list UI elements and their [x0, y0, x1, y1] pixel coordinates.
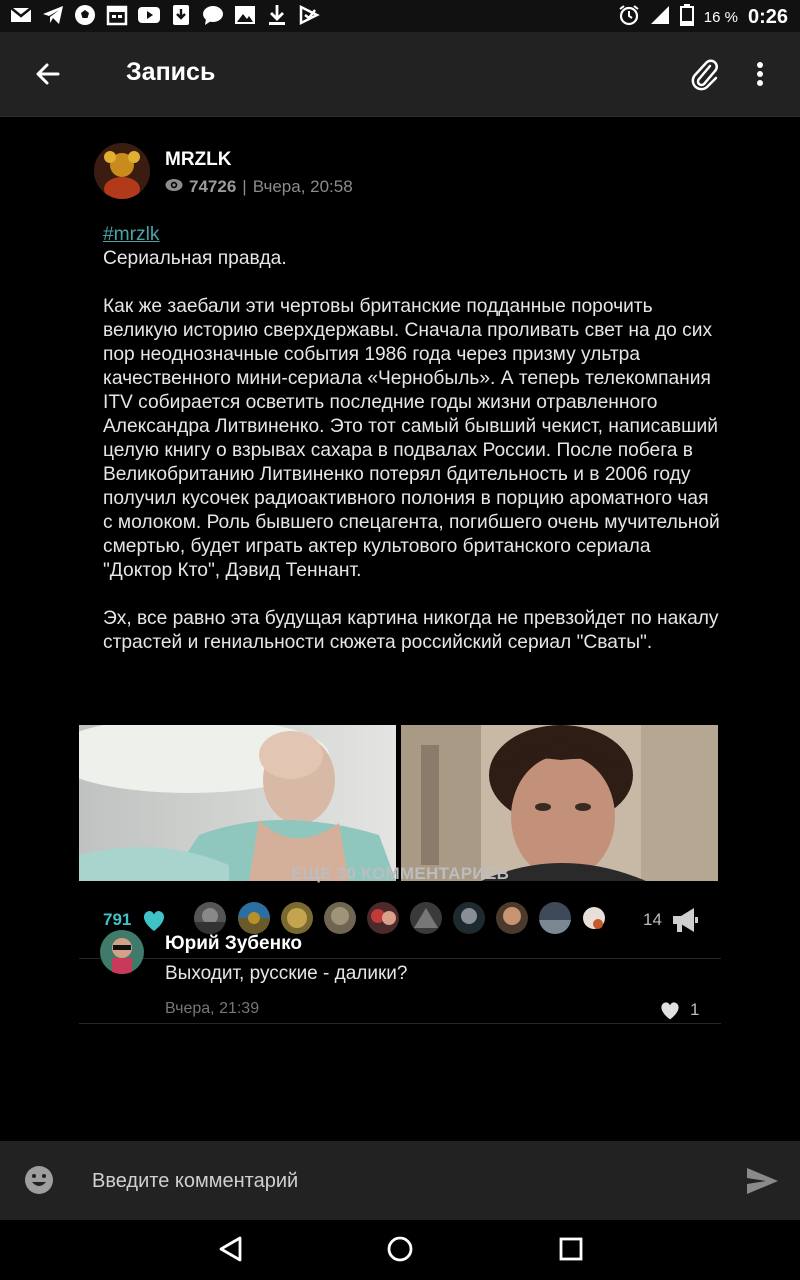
signal-icon [650, 5, 670, 30]
liker-avatar[interactable] [194, 902, 226, 934]
system-status [618, 4, 788, 31]
liker-avatar[interactable] [539, 902, 571, 934]
post-photo[interactable] [401, 725, 718, 881]
likes-count: 791 [103, 910, 132, 929]
post-meta [165, 177, 353, 197]
comment-likes-count: 1 [690, 1000, 700, 1019]
heart-icon[interactable] [140, 906, 168, 934]
back-arrow-icon[interactable] [30, 56, 66, 92]
download-icon [266, 4, 288, 26]
liker-avatar[interactable] [324, 902, 356, 934]
youtube-icon [138, 4, 160, 26]
divider [79, 1023, 721, 1024]
post-photo[interactable] [79, 725, 396, 881]
liker-avatar[interactable] [410, 902, 442, 934]
divider [79, 958, 721, 959]
megaphone-icon[interactable] [670, 905, 700, 935]
download-box-icon [170, 4, 192, 26]
page-title: Запись [126, 58, 216, 86]
chat-icon [202, 4, 224, 26]
comment-avatar[interactable] [100, 930, 144, 974]
battery-percent: 16 % [703, 9, 738, 26]
author-avatar[interactable] [94, 143, 150, 199]
meta-separator: | [242, 177, 247, 196]
send-icon[interactable] [744, 1163, 780, 1199]
calendar-icon [106, 4, 128, 26]
clock-time: 0:26 [747, 6, 788, 28]
toolbar [0, 32, 800, 117]
more-comments-button[interactable]: ЕЩЕ 30 КОММЕНТАРИЕВ [290, 864, 510, 883]
comment-text: Выходит, русские - далики? [165, 963, 408, 984]
liker-avatar[interactable] [367, 902, 399, 934]
gmail-icon [10, 4, 32, 26]
image-icon [234, 4, 256, 26]
nav-home-icon[interactable] [385, 1234, 415, 1264]
alarm-icon [618, 4, 640, 31]
reposts-count: 14 [643, 910, 662, 929]
comment-input[interactable] [90, 1163, 714, 1199]
notification-icons [10, 4, 320, 26]
post-date: Вчера, 20:58 [252, 177, 353, 196]
post-body [103, 223, 723, 655]
paperclip-icon[interactable] [686, 56, 722, 92]
hashtag-link[interactable]: #mrzlk [103, 224, 160, 245]
liker-avatar[interactable] [238, 902, 270, 934]
liker-avatar[interactable] [582, 902, 614, 934]
post-line: Сериальная правда. [103, 248, 287, 269]
views-count: 74726 [189, 177, 237, 196]
liker-avatar[interactable] [453, 902, 485, 934]
liker-avatar[interactable] [496, 902, 528, 934]
battery-icon [680, 4, 694, 31]
post-paragraph: Как же заебали эти чертовы британские подданные порочить великую историю сверхдержавы. Сначала проливать свет на до сих пор неоднозначные события 1986 года через призму ультра качественного мини-сериала «Чернобыль». А теперь телекомпания ITV собирается осветить последние годы жизни отравленного Александра Литвиненко. Это тот самый бывший чекист, написавший целую книгу о взрывах сахара в подвалах России. После побега в Великобританию Литвиненко потерял бдительность и в 2006 году получил кусочек радиоактивного полония в порцию ароматного чая с молоком. Роль бывшего спецагента, погибшего очень мучительной смертью, будет играть актер культового британского сериала "Доктор Кто", Дэвид Теннант. [103, 296, 720, 581]
author-name[interactable]: MRZLK [165, 149, 232, 170]
sync-icon [298, 4, 320, 26]
comment-date: Вчера, 21:39 [165, 1000, 260, 1017]
system-nav-bar [0, 1220, 800, 1280]
telegram-icon [42, 4, 64, 26]
nav-back-icon[interactable] [216, 1234, 246, 1264]
emoji-icon[interactable] [24, 1165, 54, 1195]
nav-recent-apps-icon[interactable] [556, 1234, 586, 1264]
post-paragraph: Эх, все равно эта будущая картина никогда не превзойдет по накалу страстей и гениальности сюжета российский сериал "Сваты". [103, 608, 719, 653]
eye-icon [165, 177, 183, 197]
comment-author[interactable]: Юрий Зубенко [165, 933, 302, 954]
liker-avatar[interactable] [281, 902, 313, 934]
more-vert-icon[interactable] [748, 56, 772, 92]
heart-icon[interactable] [658, 998, 682, 1022]
soccer-icon [74, 4, 96, 26]
status-bar [0, 0, 800, 32]
comment-input-bar [0, 1141, 800, 1220]
